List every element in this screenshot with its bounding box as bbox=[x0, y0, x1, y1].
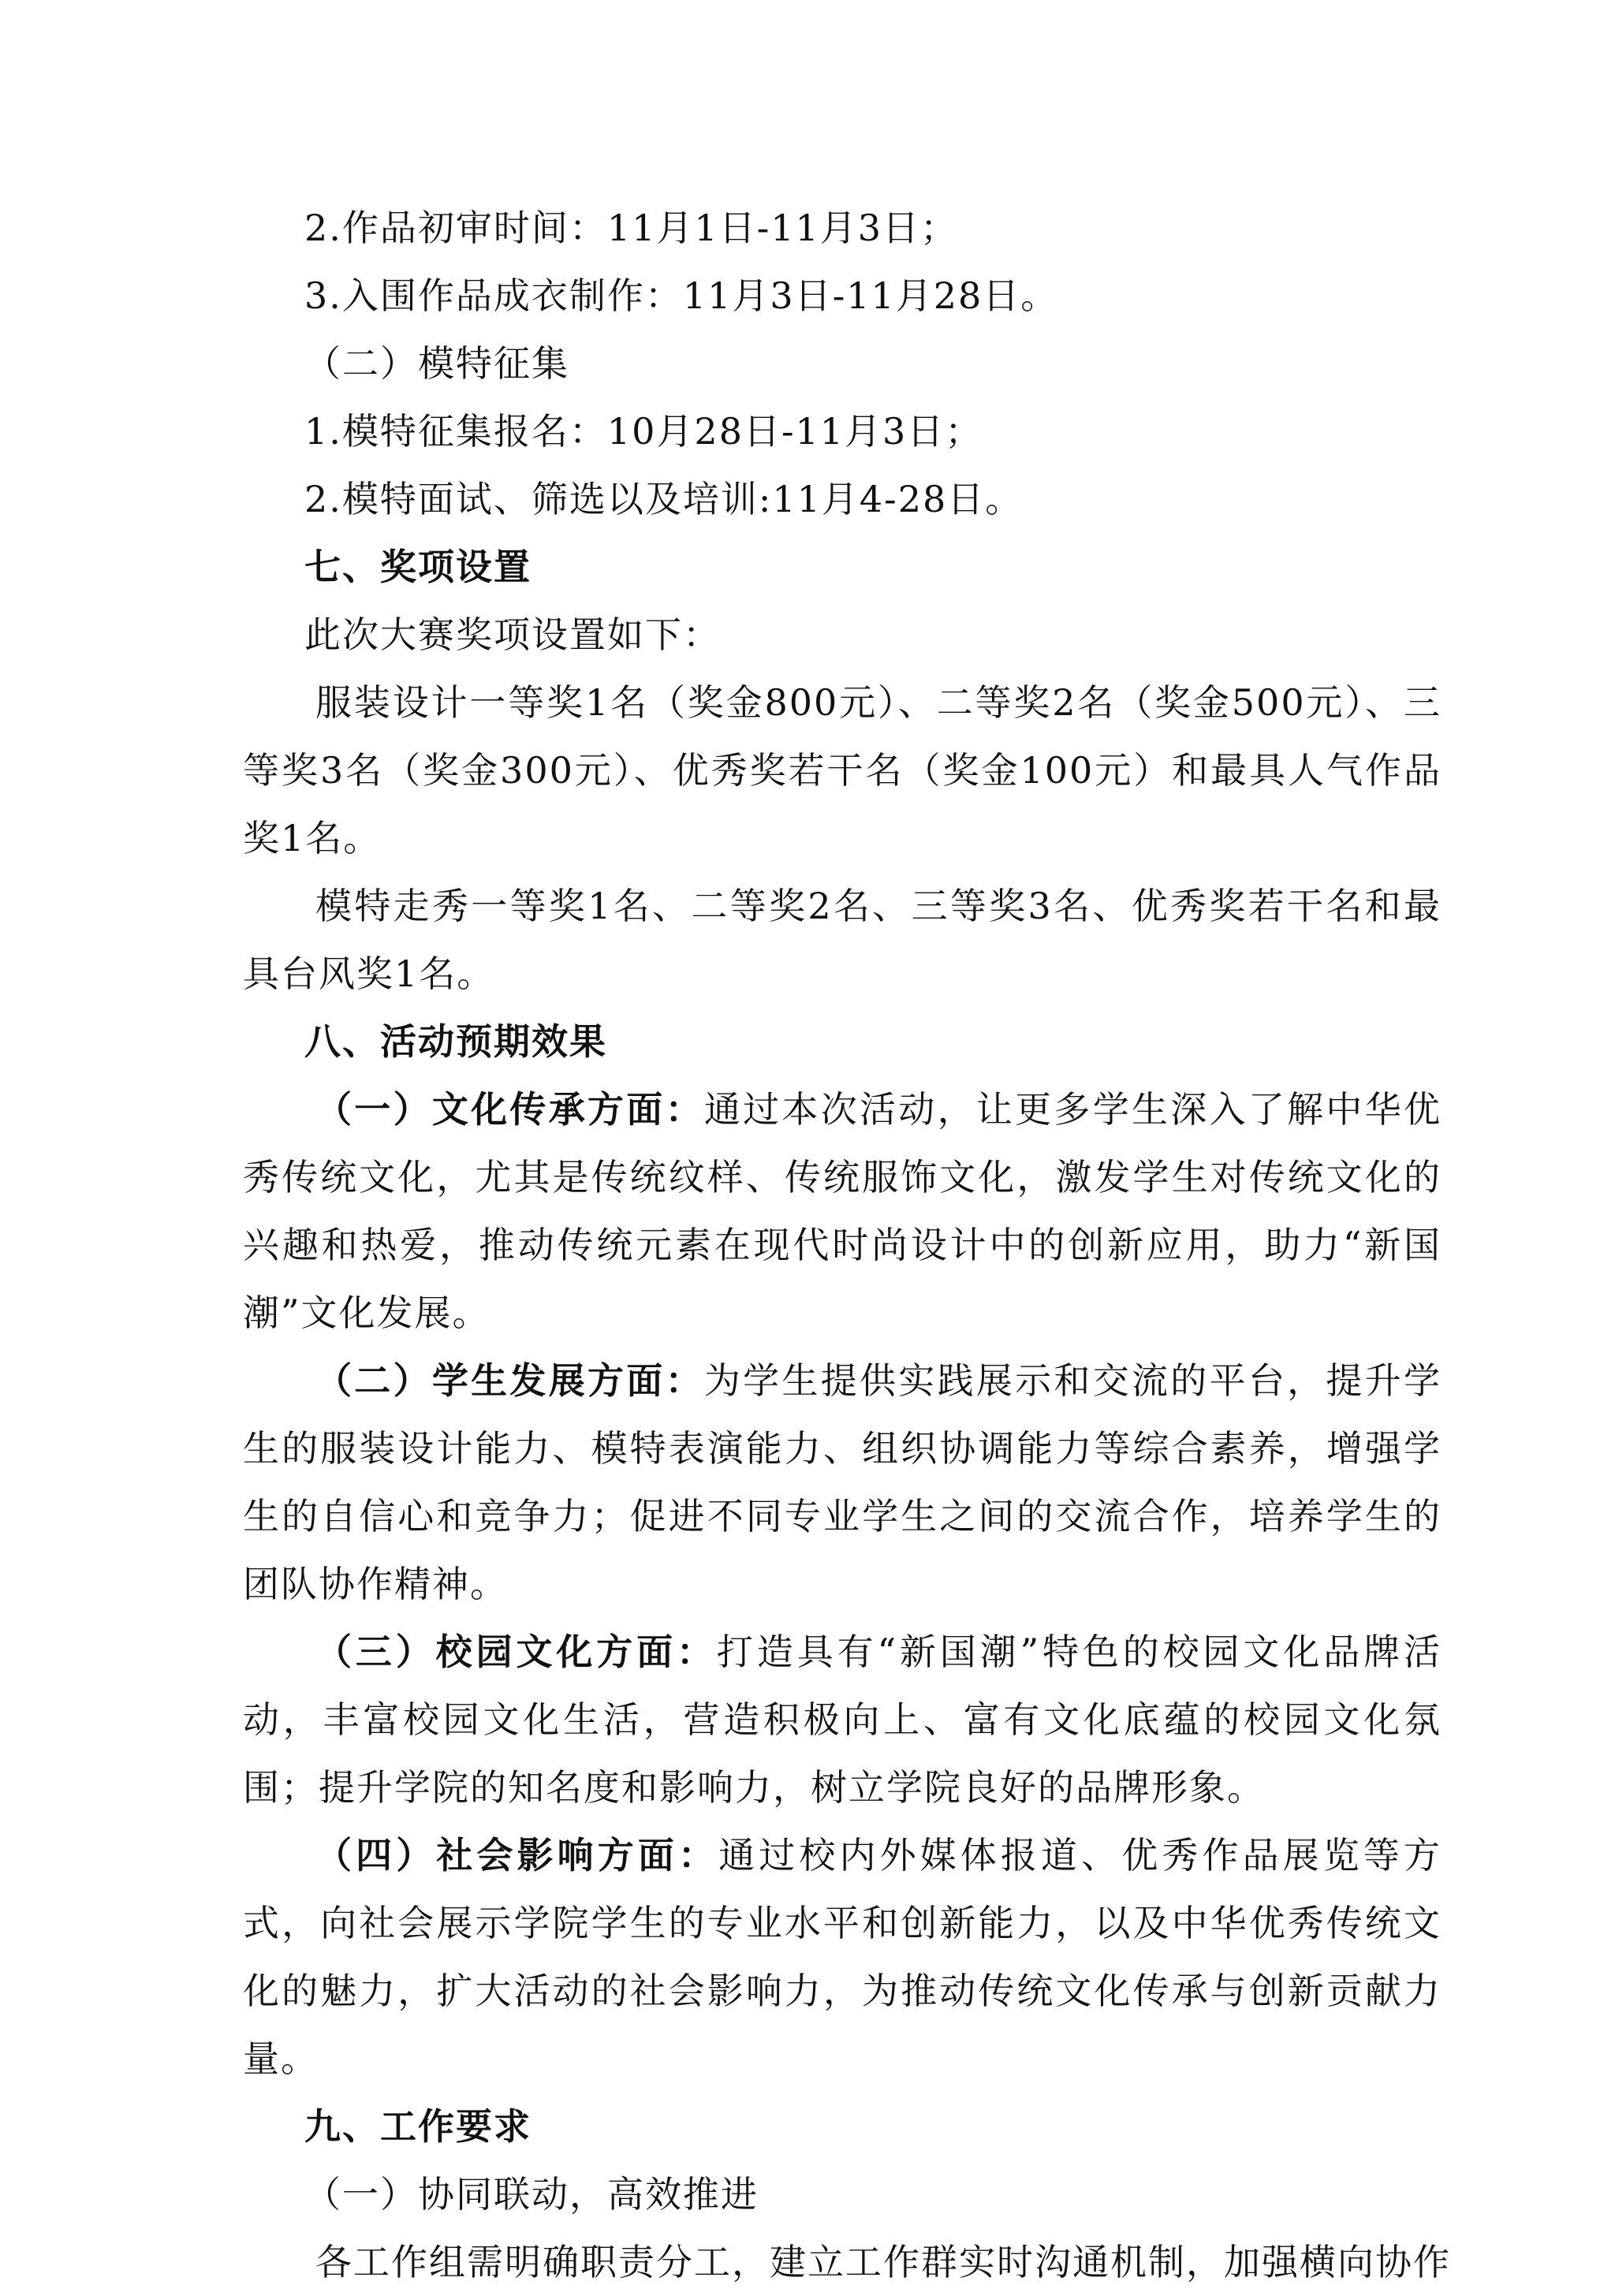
schedule-line-3: 3.入围作品成衣制作：11月3日-11月28日。 bbox=[304, 274, 1059, 317]
awards-heading: 七、奖项设置 bbox=[304, 546, 531, 588]
effects-campus-text: 打造具有“新国潮”特色的校园文化品牌活动，丰富校园文化生活，营造积极向上、富有文化底蕴的校园文化氛围；提升学院的知名度和影响力，树立学院良好的品牌形象。 bbox=[243, 1631, 1442, 1809]
effects-social-text: 通过校内外媒体报道、优秀作品展览等方式，向社会展示学院学生的专业水平和创新能力，以及中华优秀传统文化的魅力，扩大活动的社会影响力，为推动传统文化传承与创新贡献力量。 bbox=[243, 1834, 1442, 2080]
model-recruit-subheading: （二）模特征集 bbox=[304, 342, 569, 385]
model-recruit-line-2: 2.模特面试、筛选以及培训:11月4-28日。 bbox=[304, 478, 1024, 520]
effects-social-lead: （四）社会影响方面： bbox=[315, 1834, 719, 1877]
effects-culture-lead: （一）文化传承方面： bbox=[315, 1088, 704, 1131]
effects-student-text: 为学生提供实践展示和交流的平台，提升学生的服装设计能力、模特表演能力、组织协调能力等综合素养，增强学生的自信心和竞争力；促进不同专业学生之间的交流合作，培养学生的团队协作精神。 bbox=[243, 1359, 1442, 1605]
requirements-text-1: 各工作组需明确职责分工，建立工作群实时沟通机制，加强横向协作 bbox=[315, 2241, 1451, 2283]
schedule-line-2: 2.作品初审时间：11月1日-11月3日； bbox=[304, 207, 959, 249]
effects-heading: 八、活动预期效果 bbox=[304, 1020, 607, 1063]
requirements-subheading-1: （一）协同联动，高效推进 bbox=[304, 2173, 759, 2216]
effects-campus-lead: （三）校园文化方面： bbox=[315, 1631, 717, 1673]
awards-design-paragraph: 服装设计一等奖1名（奖金800元）、二等奖2名（奖金500元）、三等奖3名（奖金300元）、优秀奖若干名（奖金100元）和最具人气作品奖1名。 bbox=[243, 681, 1442, 859]
awards-intro: 此次大赛奖项设置如下： bbox=[304, 613, 721, 656]
model-recruit-line-1: 1.模特征集报名：10月28日-11月3日； bbox=[304, 410, 983, 453]
requirements-heading: 九、工作要求 bbox=[304, 2105, 531, 2148]
awards-model-paragraph: 模特走秀一等奖1名、二等奖2名、三等奖3名、优秀奖若干名和最具台风奖1名。 bbox=[243, 885, 1442, 995]
effects-student-paragraph bbox=[243, 1347, 1442, 1618]
effects-culture-text: 通过本次活动，让更多学生深入了解中华优秀传统文化，尤其是传统纹样、传统服饰文化，激发学生对传统文化的兴趣和热爱，推动传统元素在现代时尚设计中的创新应用，助力“新国潮”文化发展。 bbox=[243, 1088, 1442, 1334]
document-body bbox=[243, 194, 1451, 2296]
effects-student-lead: （二）学生发展方面： bbox=[315, 1359, 704, 1402]
effects-social-paragraph bbox=[243, 1821, 1442, 2093]
effects-culture-paragraph bbox=[243, 1075, 1442, 1347]
effects-campus-paragraph bbox=[243, 1618, 1442, 1821]
